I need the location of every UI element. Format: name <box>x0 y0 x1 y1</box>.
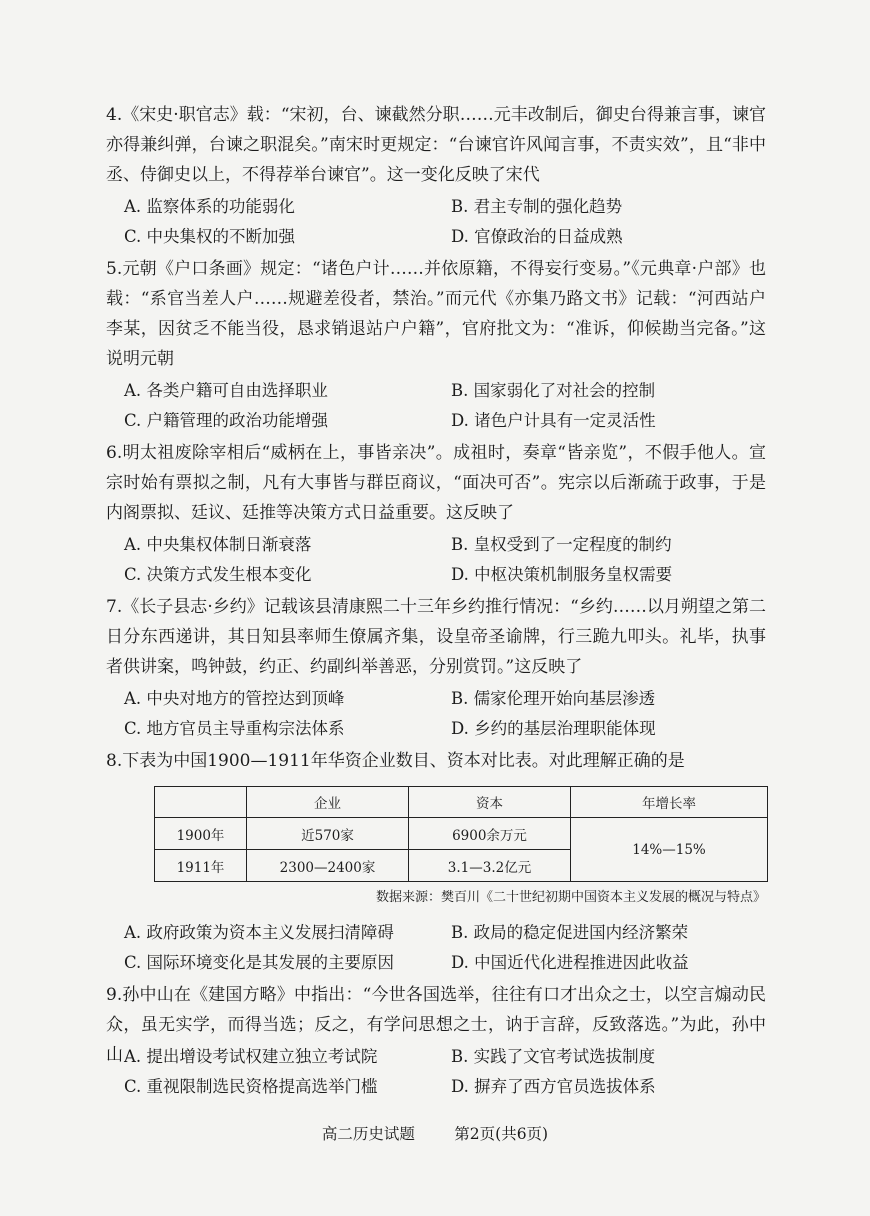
table-header-row <box>155 787 768 818</box>
table-cell-year: 1911年 <box>155 850 247 882</box>
table-cell-year: 1900年 <box>155 818 247 850</box>
option-d: D. 中枢决策机制服务皇权需要 <box>451 565 673 584</box>
option-c: C. 决策方式发生根本变化 <box>124 565 312 584</box>
option-c: C. 中央集权的不断加强 <box>124 227 296 246</box>
table-header-cell <box>155 787 247 818</box>
option-c: C. 户籍管理的政治功能增强 <box>124 411 329 430</box>
option-d: D. 摒弃了西方官员选拔体系 <box>451 1077 656 1096</box>
option-b: B. 皇权受到了一定程度的制约 <box>451 535 672 554</box>
question-8-stem: 8.下表为中国1900—1911年华资企业数目、资本对比表。对此理解正确的是 <box>106 751 685 771</box>
question-6-stem: 6.明太祖废除宰相后“威柄在上，事皆亲决”。成祖时，奏章“皆亲览”，不假手他人。宣宗时始有票拟之制，凡有大事皆与群臣商议，“面决可否”。宪宗以后渐疏于政事，于是内阁票拟、廷议、廷推等决策方式日益重要。这反映了 <box>106 443 766 523</box>
option-b: B. 君主专制的强化趋势 <box>451 197 623 216</box>
question-4-stem: 4.《宋史·职官志》载：“宋初，台、谏截然分职……元丰改制后，御史台得兼言事，谏官亦得兼纠弹，台谏之职混矣。”南宋时更规定：“台谏官许风闻言事，不责实效”，且“非中丞、侍御史以上，不得荐举台谏官”。这一变化反映了宋代 <box>106 105 766 185</box>
option-a: A. 各类户籍可自由选择职业 <box>124 381 328 400</box>
question-9-stem: 9.孙中山在《建国方略》中指出：“今世各国选举，往往有口才出众之士，以空言煽动民众，虽无实学，而得当选；反之，有学问思想之士，讷于言辞，反致落选。”为此，孙中山 <box>106 985 766 1065</box>
option-a: A. 中央集权体制日渐衰落 <box>124 535 312 554</box>
table-header-cell: 年增长率 <box>571 787 768 818</box>
question-6-options <box>124 530 764 590</box>
question-9-options <box>124 1042 764 1102</box>
option-a: A. 政府政策为资本主义发展扫清障碍 <box>124 923 394 942</box>
option-b: B. 实践了文官考试选拔制度 <box>451 1047 656 1066</box>
question-5-stem: 5.元朝《户口条画》规定：“诸色户计……并依原籍，不得妄行变易。”《元典章·户部》也载：“系官当差人户……规避差役者，禁治。”而元代《亦集乃路文书》记载：“河西站户李某，因贫乏不能当役，恳求销退站户户籍”，官府批文为：“准诉，仰候勘当完备。”这说明元朝 <box>106 259 766 369</box>
table-cell-capital: 3.1—3.2亿元 <box>409 850 571 882</box>
option-a: A. 中央对地方的管控达到顶峰 <box>124 689 345 708</box>
table-header-cell: 资本 <box>409 787 571 818</box>
option-b: B. 政局的稳定促进国内经济繁荣 <box>451 923 689 942</box>
table-cell-capital: 6900余万元 <box>409 818 571 850</box>
option-c: C. 国际环境变化是其发展的主要原因 <box>124 953 395 972</box>
option-c: C. 重视限制选民资格提高选举门槛 <box>124 1077 378 1096</box>
option-b: B. 儒家伦理开始向基层渗透 <box>451 689 656 708</box>
option-d: D. 诸色户计具有一定灵活性 <box>451 411 656 430</box>
question-8-options <box>124 918 764 978</box>
option-d: D. 乡约的基层治理职能体现 <box>451 719 656 738</box>
option-a: A. 提出增设考试权建立独立考试院 <box>124 1047 378 1066</box>
table-source-note: 数据来源：樊百川《二十世纪初期中国资本主义发展的概况与特点》 <box>375 890 766 905</box>
option-b: B. 国家弱化了对社会的控制 <box>451 381 656 400</box>
table-cell-firms: 近570家 <box>247 818 409 850</box>
question-5-options <box>124 376 764 436</box>
table-cell-growth: 14%—15% <box>571 818 768 882</box>
enterprise-capital-table <box>154 786 768 882</box>
option-a: A. 监察体系的功能弱化 <box>124 197 295 216</box>
table-header-cell: 企业 <box>247 787 409 818</box>
table-row <box>155 818 768 850</box>
page-footer: 高二历史试题 第2页(共6页) <box>321 1125 549 1143</box>
option-d: D. 中国近代化进程推进因此收益 <box>451 953 689 972</box>
question-7-options <box>124 684 764 744</box>
question-7-stem: 7.《长子县志·乡约》记载该县清康熙二十三年乡约推行情况：“乡约……以月朔望之第二日分东西递讲，其日知县率师生僚属齐集，设皇帝圣谕牌，行三跪九叩头。礼毕，执事者供讲案，鸣钟鼓，约正、约副纠举善恶，分别赏罚。”这反映了 <box>106 597 766 677</box>
option-c: C. 地方官员主导重构宗法体系 <box>124 719 345 738</box>
table-cell-firms: 2300—2400家 <box>247 850 409 882</box>
question-4-options <box>124 192 764 252</box>
option-d: D. 官僚政治的日益成熟 <box>451 227 623 246</box>
